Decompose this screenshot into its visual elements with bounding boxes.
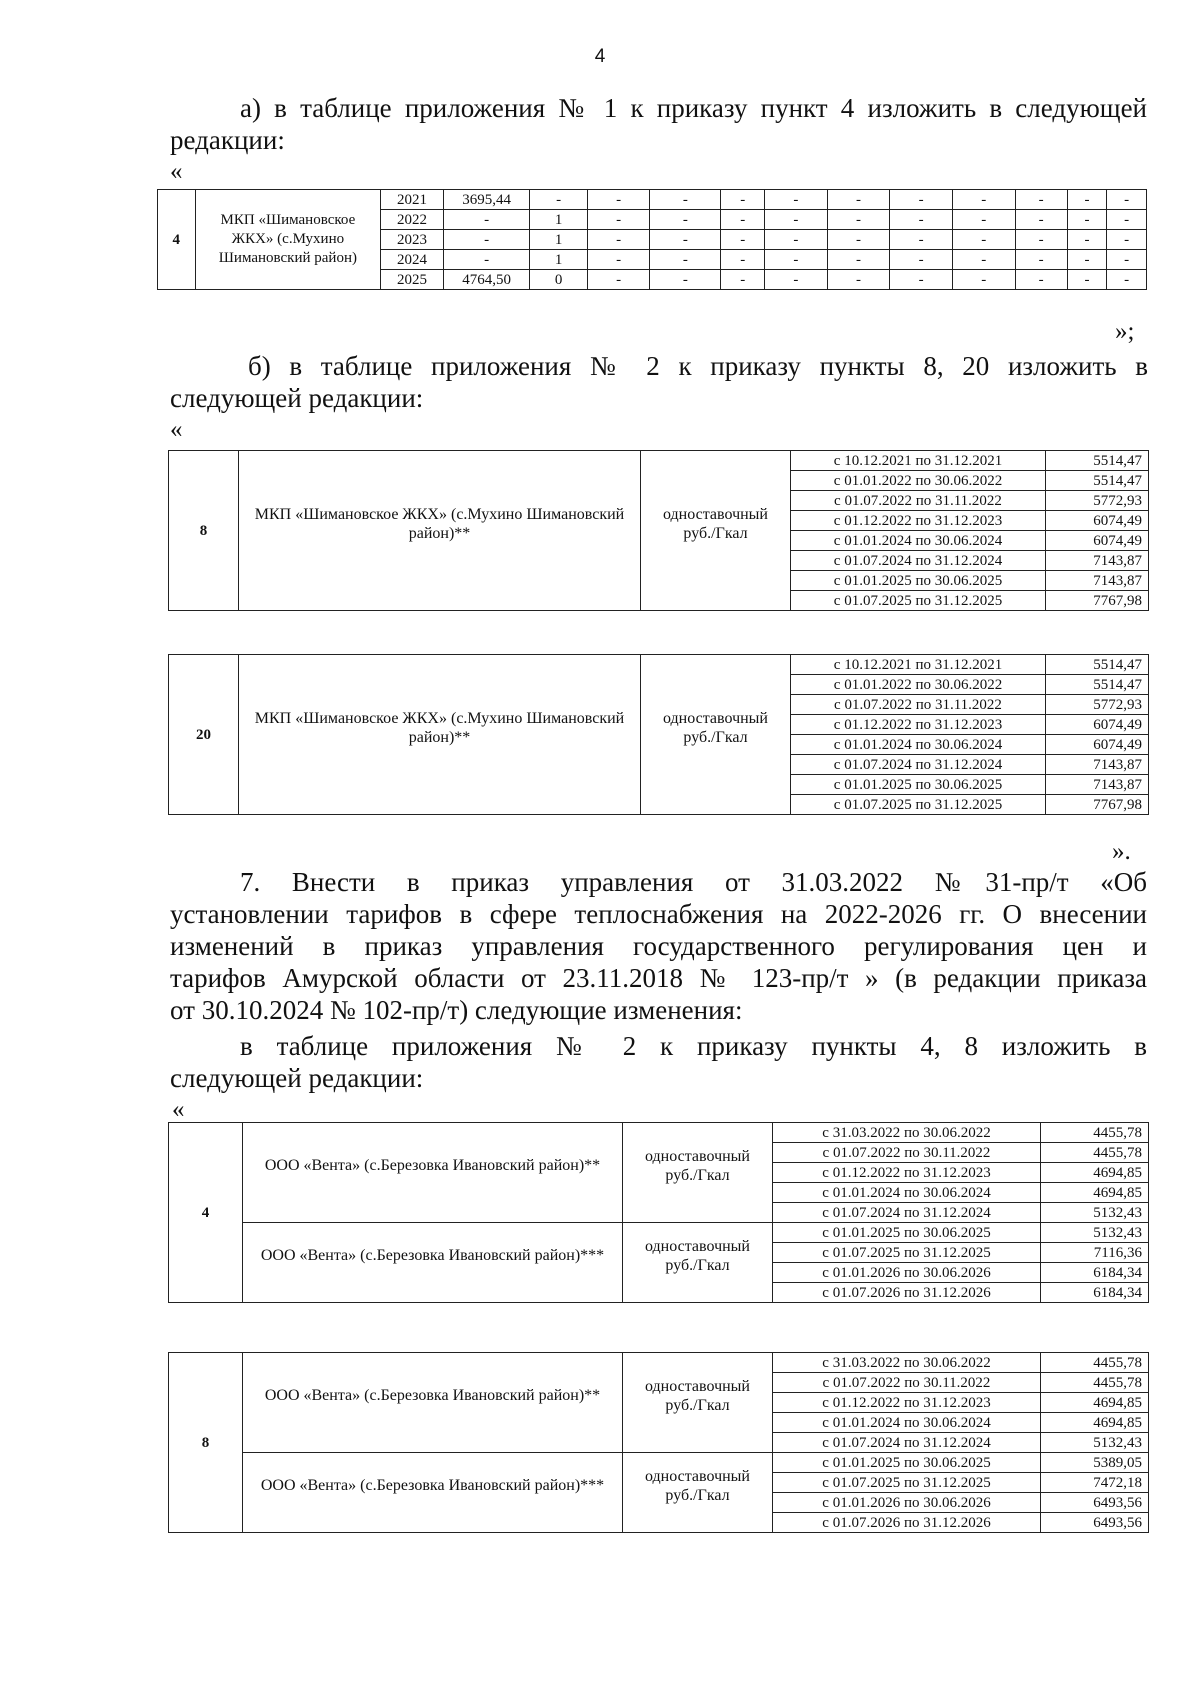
indicator-cell: -: [952, 230, 1015, 250]
indicator-cell: -: [890, 270, 953, 290]
period-cell: с 01.07.2022 по 31.11.2022: [791, 491, 1046, 511]
rate-type: одноставочный руб./Гкал: [623, 1123, 773, 1223]
year-cell: 2021: [381, 190, 444, 210]
period-cell: с 01.01.2024 по 30.06.2024: [791, 531, 1046, 551]
value-cell: 5772,93: [1046, 491, 1149, 511]
rate-type: одноставочный руб./Гкал: [623, 1223, 773, 1303]
period-cell: с 01.07.2026 по 31.12.2026: [773, 1283, 1041, 1303]
value-cell: 5389,05: [1041, 1453, 1149, 1473]
period-cell: с 01.07.2026 по 31.12.2026: [773, 1513, 1041, 1533]
org-name: ООО «Вента» (с.Березовка Ивановский район)***: [243, 1223, 623, 1303]
indicator-cell: -: [721, 250, 765, 270]
value-cell: 4694,85: [1041, 1393, 1149, 1413]
value-cell: 7143,87: [1046, 775, 1149, 795]
indicator-cell: -: [1015, 210, 1067, 230]
table-venta-point-8: [168, 1352, 1149, 1533]
value-cell: -: [443, 230, 530, 250]
org-name: ООО «Вента» (с.Березовка Ивановский район)**: [243, 1353, 623, 1453]
period-cell: с 01.07.2022 по 30.11.2022: [773, 1373, 1041, 1393]
value-cell: 6074,49: [1046, 511, 1149, 531]
value-cell: 7472,18: [1041, 1473, 1149, 1493]
indicator-cell: -: [765, 270, 828, 290]
period-cell: с 01.01.2026 по 30.06.2026: [773, 1263, 1041, 1283]
indicator-cell: 1: [530, 250, 587, 270]
page-number: 4: [594, 46, 606, 67]
year-cell: 2025: [381, 270, 444, 290]
indicator-cell: -: [1015, 230, 1067, 250]
indicator-cell: -: [650, 230, 721, 250]
indicator-cell: -: [827, 210, 890, 230]
indicator-cell: -: [530, 190, 587, 210]
value-cell: 6493,56: [1041, 1513, 1149, 1533]
table-row: [169, 451, 1149, 471]
year-cell: 2022: [381, 210, 444, 230]
value-cell: 5132,43: [1041, 1203, 1149, 1223]
point-number: 20: [169, 655, 239, 815]
indicator-cell: -: [952, 190, 1015, 210]
org-name: МКП «Шимановское ЖКХ» (с.Мухино Шимановский район)**: [239, 655, 641, 815]
period-cell: с 01.07.2025 по 31.12.2025: [773, 1473, 1041, 1493]
period-cell: с 01.07.2024 по 31.12.2024: [773, 1203, 1041, 1223]
value-cell: 5514,47: [1046, 655, 1149, 675]
indicator-cell: -: [1107, 230, 1147, 250]
period-cell: с 01.12.2022 по 31.12.2023: [791, 511, 1046, 531]
value-cell: 7116,36: [1041, 1243, 1149, 1263]
rate-type: одноставочный руб./Гкал: [623, 1353, 773, 1453]
value-cell: 5132,43: [1041, 1433, 1149, 1453]
indicator-cell: -: [890, 250, 953, 270]
value-cell: 5514,47: [1046, 675, 1149, 695]
value-cell: -: [443, 250, 530, 270]
indicator-cell: -: [721, 190, 765, 210]
indicator-cell: -: [587, 250, 650, 270]
period-cell: с 01.07.2022 по 31.11.2022: [791, 695, 1046, 715]
indicator-cell: -: [587, 230, 650, 250]
period-cell: с 01.01.2025 по 30.06.2025: [791, 571, 1046, 591]
value-cell: 4694,85: [1041, 1163, 1149, 1183]
value-cell: 4455,78: [1041, 1143, 1149, 1163]
indicator-cell: -: [890, 190, 953, 210]
indicator-cell: -: [765, 210, 828, 230]
indicator-cell: 0: [530, 270, 587, 290]
open-quote: «: [170, 158, 183, 185]
indicator-cell: -: [1067, 190, 1107, 210]
indicator-cell: -: [650, 210, 721, 230]
year-cell: 2023: [381, 230, 444, 250]
rate-type: одноставочный руб./Гкал: [623, 1453, 773, 1533]
period-cell: с 31.03.2022 по 30.06.2022: [773, 1123, 1041, 1143]
table-point-20: [168, 654, 1149, 815]
indicator-cell: 1: [530, 210, 587, 230]
period-cell: с 10.12.2021 по 31.12.2021: [791, 655, 1046, 675]
indicator-cell: -: [765, 250, 828, 270]
indicator-cell: -: [890, 230, 953, 250]
value-cell: 4455,78: [1041, 1373, 1149, 1393]
para-b-line2: следующей редакции:: [170, 383, 424, 413]
table-row: [169, 1123, 1149, 1143]
point-number: 4: [158, 190, 196, 290]
para-7-line4: тарифов Амурской области от 23.11.2018 № 123-пр/т » (в редакции приказа: [170, 963, 1147, 993]
indicator-cell: -: [587, 210, 650, 230]
value-cell: 5772,93: [1046, 695, 1149, 715]
period-cell: с 01.12.2022 по 31.12.2023: [773, 1163, 1041, 1183]
period-cell: с 01.07.2025 по 31.12.2025: [773, 1243, 1041, 1263]
indicator-cell: -: [1107, 190, 1147, 210]
para-7-line6: в таблице приложения № 2 к приказу пункты 4, 8 изложить в: [240, 1031, 1147, 1061]
indicator-cell: -: [721, 270, 765, 290]
indicator-cell: -: [1067, 210, 1107, 230]
indicator-cell: -: [827, 250, 890, 270]
period-cell: с 01.01.2025 по 30.06.2025: [773, 1453, 1041, 1473]
table-point-8: [168, 450, 1149, 611]
indicator-cell: -: [1067, 230, 1107, 250]
period-cell: с 01.12.2022 по 31.12.2023: [773, 1393, 1041, 1413]
para-7-line1: 7. Внести в приказ управления от 31.03.2022 №31-пр/т «Об: [240, 867, 1147, 897]
indicator-cell: -: [721, 230, 765, 250]
value-cell: 6184,34: [1041, 1263, 1149, 1283]
indicator-cell: -: [1107, 270, 1147, 290]
indicator-cell: -: [1107, 250, 1147, 270]
indicator-cell: -: [765, 230, 828, 250]
para-7-line3: изменений в приказ управления государственного регулирования цен и: [170, 931, 1147, 961]
value-cell: 7767,98: [1046, 591, 1149, 611]
value-cell: 4764,50: [443, 270, 530, 290]
period-cell: с 01.07.2025 по 31.12.2025: [791, 591, 1046, 611]
indicator-cell: -: [827, 190, 890, 210]
indicator-cell: -: [587, 270, 650, 290]
value-cell: 5132,43: [1041, 1223, 1149, 1243]
value-cell: 5514,47: [1046, 471, 1149, 491]
indicator-cell: 1: [530, 230, 587, 250]
year-cell: 2024: [381, 250, 444, 270]
period-cell: с 01.07.2024 по 31.12.2024: [791, 551, 1046, 571]
period-cell: с 01.07.2025 по 31.12.2025: [791, 795, 1046, 815]
table-row: [169, 1353, 1149, 1373]
indicator-cell: -: [650, 270, 721, 290]
rate-type: одноставочный руб./Гкал: [641, 655, 791, 815]
period-cell: с 01.01.2024 по 30.06.2024: [791, 735, 1046, 755]
indicator-cell: -: [765, 190, 828, 210]
table-row: [169, 1223, 1149, 1243]
indicator-cell: -: [827, 270, 890, 290]
org-name: МКП «Шимановское ЖКХ» (с.Мухино Шимановский район)**: [239, 451, 641, 611]
indicator-cell: -: [1067, 250, 1107, 270]
value-cell: 3695,44: [443, 190, 530, 210]
para-b-line1: б) в таблице приложения № 2 к приказу пункты 8, 20 изложить в: [248, 351, 1148, 381]
period-cell: с 01.12.2022 по 31.12.2023: [791, 715, 1046, 735]
value-cell: 7143,87: [1046, 755, 1149, 775]
value-cell: 4694,85: [1041, 1183, 1149, 1203]
value-cell: 4455,78: [1041, 1353, 1149, 1373]
point-number: 8: [169, 1353, 243, 1533]
value-cell: 7143,87: [1046, 551, 1149, 571]
indicator-cell: -: [1107, 210, 1147, 230]
period-cell: с 01.07.2022 по 30.11.2022: [773, 1143, 1041, 1163]
value-cell: 6493,56: [1041, 1493, 1149, 1513]
value-cell: 6074,49: [1046, 715, 1149, 735]
indicator-cell: -: [587, 190, 650, 210]
period-cell: с 01.01.2025 по 30.06.2025: [773, 1223, 1041, 1243]
org-name: ООО «Вента» (с.Березовка Ивановский район)***: [243, 1453, 623, 1533]
period-cell: с 01.07.2024 по 31.12.2024: [773, 1433, 1041, 1453]
para-7-line5: от 30.10.2024 № 102-пр/т) следующие изменения:: [170, 995, 743, 1025]
value-cell: 6184,34: [1041, 1283, 1149, 1303]
indicator-cell: -: [827, 230, 890, 250]
open-quote-2: «: [170, 416, 183, 443]
indicator-cell: -: [650, 190, 721, 210]
indicator-cell: -: [1067, 270, 1107, 290]
indicator-cell: -: [1015, 250, 1067, 270]
period-cell: с 01.01.2025 по 30.06.2025: [791, 775, 1046, 795]
table-row: [169, 1453, 1149, 1473]
para-a-line2: редакции:: [170, 125, 285, 155]
value-cell: 4694,85: [1041, 1413, 1149, 1433]
close-quote-1: »;: [1115, 318, 1135, 345]
period-cell: с 10.12.2021 по 31.12.2021: [791, 451, 1046, 471]
para-a-line1: а) в таблице приложения № 1 к приказу пункт 4 изложить в следующей: [240, 93, 1147, 123]
indicator-cell: -: [721, 210, 765, 230]
table-appendix-1: [157, 189, 1147, 290]
table-row: [169, 655, 1149, 675]
period-cell: с 01.01.2026 по 30.06.2026: [773, 1493, 1041, 1513]
value-cell: 6074,49: [1046, 735, 1149, 755]
value-cell: 6074,49: [1046, 531, 1149, 551]
value-cell: -: [443, 210, 530, 230]
org-name: ООО «Вента» (с.Березовка Ивановский район)**: [243, 1123, 623, 1223]
org-name: МКП «Шимановское ЖКХ» (с.Мухино Шимановский район): [195, 190, 381, 290]
close-quote-2: ».: [1112, 838, 1131, 865]
indicator-cell: -: [890, 210, 953, 230]
indicator-cell: -: [1015, 190, 1067, 210]
indicator-cell: -: [1015, 270, 1067, 290]
indicator-cell: -: [952, 270, 1015, 290]
open-quote-3: «: [172, 1096, 185, 1123]
period-cell: с 01.01.2022 по 30.06.2022: [791, 675, 1046, 695]
table-row: [158, 190, 1147, 210]
value-cell: 5514,47: [1046, 451, 1149, 471]
para-7-line7: следующей редакции:: [170, 1063, 424, 1093]
point-number: 8: [169, 451, 239, 611]
indicator-cell: -: [952, 250, 1015, 270]
indicator-cell: -: [650, 250, 721, 270]
period-cell: с 01.01.2024 по 30.06.2024: [773, 1413, 1041, 1433]
period-cell: с 01.01.2022 по 30.06.2022: [791, 471, 1046, 491]
point-number: 4: [169, 1123, 243, 1303]
value-cell: 4455,78: [1041, 1123, 1149, 1143]
period-cell: с 01.01.2024 по 30.06.2024: [773, 1183, 1041, 1203]
period-cell: с 01.07.2024 по 31.12.2024: [791, 755, 1046, 775]
value-cell: 7767,98: [1046, 795, 1149, 815]
rate-type: одноставочный руб./Гкал: [641, 451, 791, 611]
period-cell: с 31.03.2022 по 30.06.2022: [773, 1353, 1041, 1373]
table-venta-point-4: [168, 1122, 1149, 1303]
para-7-line2: установлении тарифов в сфере теплоснабжения на 2022-2026 гг. О внесении: [170, 899, 1147, 929]
indicator-cell: -: [952, 210, 1015, 230]
value-cell: 7143,87: [1046, 571, 1149, 591]
